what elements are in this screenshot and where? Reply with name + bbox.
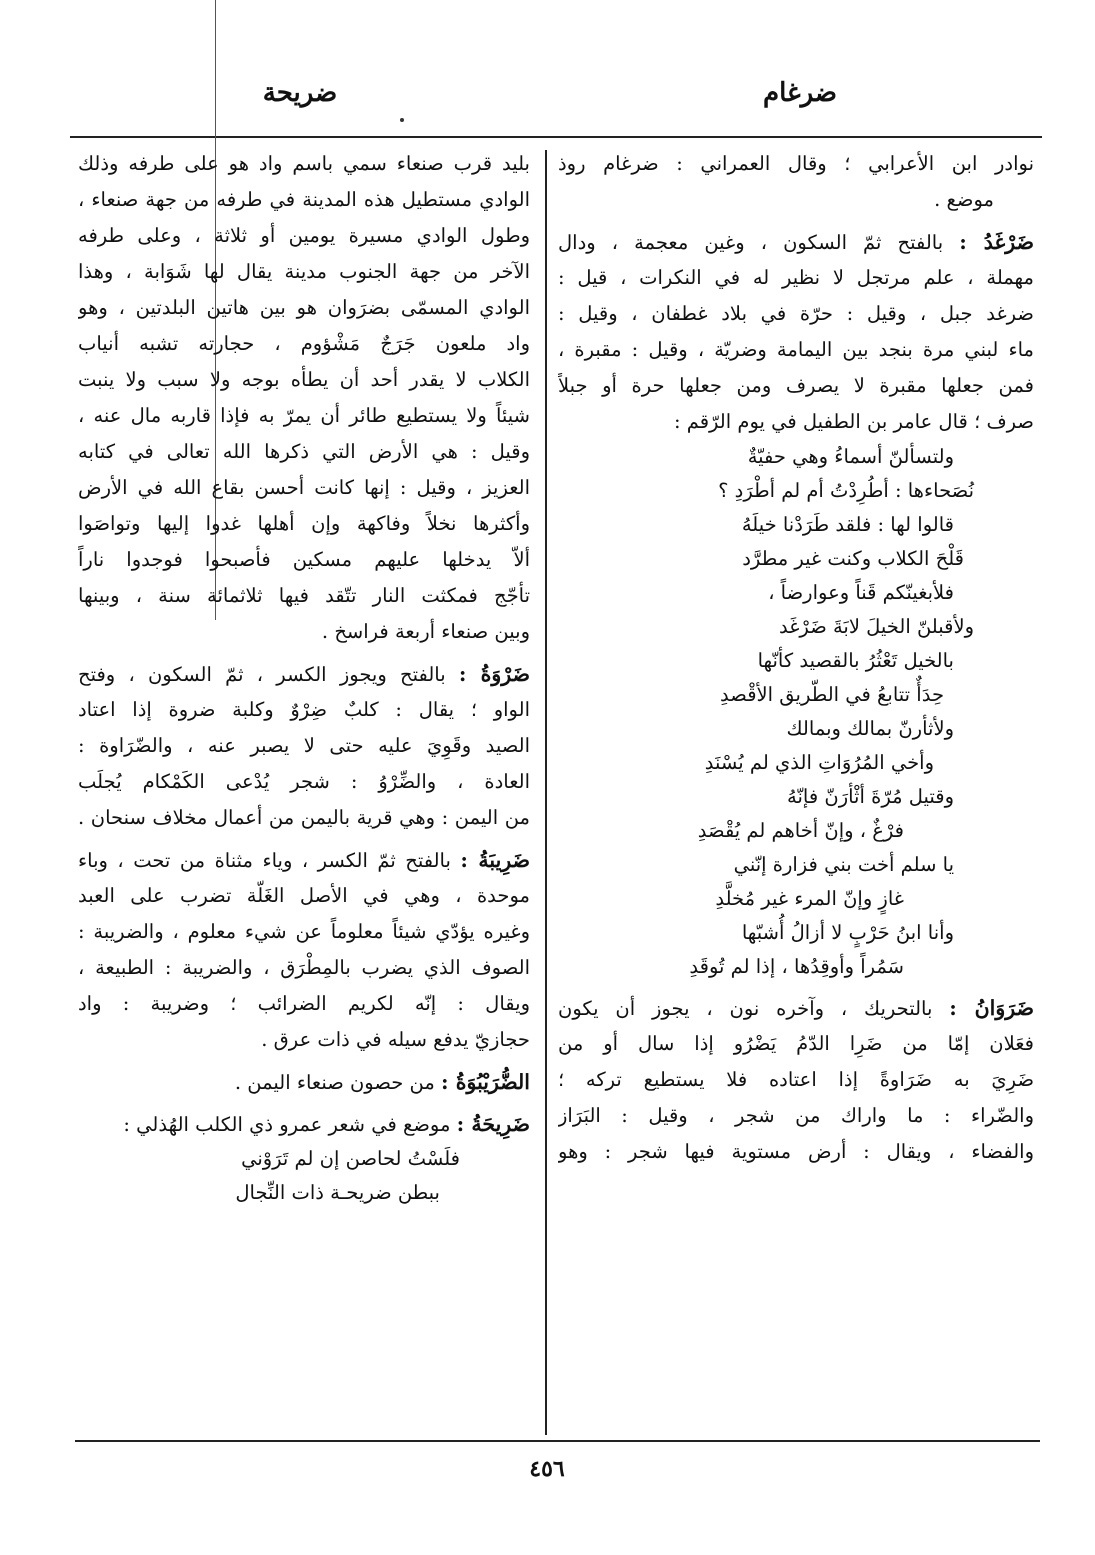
verse-line: بالخيل تَعْثُرُ بالقصيد كأنّها xyxy=(757,649,954,672)
entry-text: بالفتح ثمّ السكون ، وغين معجمة ، ودال xyxy=(558,231,944,254)
running-head-left: ضريحة xyxy=(262,78,338,108)
text-line: مهملة ، علم مرتجل لا نظير له في النكرات ، قيل : xyxy=(558,266,1034,289)
verse-line: حِدَأٌ تتابعُ في الطّريق الأقْصدِ xyxy=(720,683,944,706)
headword: ضَرَوَانُ : xyxy=(949,996,1034,1020)
text-line: ماء لبني مرة بنجد بين اليمامة وضريّة ، وقيل : مقبرة ، xyxy=(558,338,1034,361)
entry-dariba xyxy=(78,842,530,878)
text-line: وأكثرها نخلاً وفاكهة وإن أهلها غدوا إليها وتواصَوا xyxy=(78,512,530,535)
text-line: شيئاً ولا يستطيع طائر أن يمرّ به فإذا قاربه مال عنه ، xyxy=(78,404,530,427)
entry-text: من حصون صنعاء اليمن . xyxy=(234,1071,435,1094)
entry-text: بالفتح ويجوز الكسر ، ثمّ السكون ، وفتح xyxy=(78,663,446,686)
left-column xyxy=(78,146,530,1210)
text-line: تأجّج فمكثت النار تتّقد فيها ثلاثمائة سنة ، وبينها xyxy=(78,584,530,607)
verse-line: وأخي المُرُوَاتِ الذي لم يُسْنَدِ xyxy=(704,751,934,774)
page-number: ٤٥٦ xyxy=(529,1456,565,1482)
running-head-right: ضرغام xyxy=(762,78,838,108)
text-line: حجازيّ يدفع سيله في ذات عرق . xyxy=(261,1028,530,1051)
text-line: من اليمن : وهي قرية باليمن من أعمال مخلاف سنحان . xyxy=(78,806,530,829)
text-line: صرف ؛ قال عامر بن الطفيل في يوم الرّقم : xyxy=(673,410,1034,433)
verse-line: ولأثأرنّ بمالك وبمالك xyxy=(786,717,954,740)
verse-line: فلَسْتُ لحاصن إن لم تَرَوْني xyxy=(241,1147,460,1170)
headword: ضَرْغَدُ : xyxy=(959,230,1034,254)
text-line: بليد قرب صنعاء سمي باسم واد هو على طرفه وذلك xyxy=(78,152,530,175)
text-line: الصيد وقَوِيَ عليه حتى لا يصبر عنه ، والضّرَاوة : xyxy=(78,734,530,757)
headword: ضَرِيبَةُ : xyxy=(460,848,530,872)
text-line: ألاّ يدخلها عليهم مسكين فأصبحوا فوجدوا ناراً xyxy=(78,548,530,571)
verse-line: غازٍ وإنّ المرء غير مُخلَّدِ xyxy=(715,887,904,910)
text-line: وبين صنعاء أربعة فراسخ . xyxy=(321,620,530,643)
text-line: الكلاب لا يقدر أحد أن يطأه بوجه ولا سبب ولا ينبت xyxy=(78,368,530,391)
text-line: موضع . xyxy=(934,188,994,211)
entry-darwa xyxy=(78,656,530,692)
text-line: وقيل : هي الأرض التي ذكرها الله تعالى في كتابه xyxy=(78,440,530,463)
verse-line: سَمُراً وأوقِدُها ، إذا لم تُوقَدِ xyxy=(689,955,904,978)
text-line: والفضاء ، ويقال : أرض مستوية فيها شجر : وهو xyxy=(558,1140,1034,1163)
verse-line: يا سلم أخت بني فزارة إنّني xyxy=(733,853,954,876)
bottom-rule xyxy=(75,1440,1040,1442)
verse-line: وقتيل مُرّةَ أثْأرَنّ فإنّهُ xyxy=(787,785,954,808)
column-divider xyxy=(545,150,547,1435)
text-line: فعَلان إمّا من ضَرِا الدّمُ يَضْرُو إذا سال أو من xyxy=(558,1032,1034,1055)
entry-text: بالفتح ثمّ الكسر ، وياء مثناة من تحت ، وباء xyxy=(78,849,451,872)
verse-line: وأنا ابنُ حَرْبٍ لا أزالُ أُشبّها xyxy=(741,921,954,944)
text-line: الآخر من جهة الجنوب مدينة يقال لها شَوَابة ، وهذا xyxy=(78,260,530,283)
text-line: ضَرِيَ به ضَرَاوةً إذا اعتاده فلا يستطيع تركه ؛ xyxy=(558,1068,1034,1091)
entry-durbuwa xyxy=(78,1064,530,1100)
text-line: الوادي مستطيل هذه المدينة في طرفه من جهة صنعاء ، xyxy=(78,188,530,211)
text-line: وطول الوادي مسيرة يومين أو ثلاثة ، وعلى طرفه xyxy=(78,224,530,247)
entry-text: موضع في شعر عمرو ذي الكلب الهُذلي : xyxy=(123,1113,451,1136)
text-line: الوادي المسمّى بضرَوان هو بين هاتين البلدتين ، وهو xyxy=(78,296,530,319)
verse-line: قَلْحَ الكلاب وكنت غير مطرَّد xyxy=(742,547,964,570)
text-line: واد ملعون جَرَجٌ مَشْؤوم ، حجارته تشبه أنياب xyxy=(78,332,530,355)
entry-darawan xyxy=(558,990,1034,1026)
verse-line: قالوا لها : فلقد طَرَدْنا خيلَهُ xyxy=(741,513,954,536)
entry-dargad xyxy=(558,224,1034,260)
text-line: الصوف الذي يضرب بالمِطْرَق ، والضريبة : الطبيعة ، xyxy=(78,956,530,979)
verse-line: ولتسألنّ أسماءُ وهي حفيّةٌ xyxy=(747,445,954,468)
verse-line: ولأقبلنّ الخيلَ لابَةَ ضَرْغَد xyxy=(779,615,974,638)
verse-line: فلأبغينّكم قَناً وعوارضاً ، xyxy=(768,581,954,604)
text-line: فمن جعلها مقبرة لا يصرف ومن جعلها حرة أو جبلاً xyxy=(558,374,1034,397)
headword: ضَرْوَةُ : xyxy=(458,662,530,686)
verse-line: نُصَحاءها : أطُرِدْتُ أم لم أطْرَدِ ؟ xyxy=(718,479,974,502)
entry-dariha xyxy=(78,1106,530,1142)
text-line: ضرغد جبل ، وقيل : حرّة في بلاد غطفان ، وقيل : xyxy=(558,302,1034,325)
headword: ضَرِيحَةُ : xyxy=(456,1112,530,1136)
text-line: العادة ، والضِّرْوُ : شجر يُدْعى الكَمْكام يُجلَب xyxy=(78,770,530,793)
text-line: وغيره يؤدّي شيئاً معلوماً عن شيء معلوم ، والضريبة : xyxy=(78,920,530,943)
headword: الضُّرَيْبُوَةُ : xyxy=(441,1070,530,1094)
text-line: والضّراء : ما واراك من شجر ، وقيل : البَرَاز xyxy=(558,1104,1034,1127)
right-column xyxy=(558,146,1034,1170)
text-line: نوادر ابن الأعرابي ؛ وقال العمراني : ضرغام روذ xyxy=(558,152,1034,175)
verse-line: ببطن ضريحـة ذات النِّجال xyxy=(235,1181,440,1204)
text-line: ويقال : إنّه لكريم الضرائب ؛ وضريبة : واد xyxy=(78,992,530,1015)
entry-text: بالتحريك ، وآخره نون ، يجوز أن يكون xyxy=(558,997,933,1020)
text-line: موحدة ، وهي في الأصل الغَلّة تضرب على العبد xyxy=(78,884,530,907)
text-line: الواو ؛ يقال : كلبٌ ضِرْوٌ وكلبة ضروة إذا اعتاد xyxy=(78,698,530,721)
ink-dot xyxy=(400,118,404,122)
text-line: العزيز ، وقيل : إنها كانت أحسن بقاع الله في الأرض xyxy=(78,476,530,499)
verse-line: فرْغٌ ، وإنّ أخاهم لم يُقْصَدِ xyxy=(697,819,904,842)
